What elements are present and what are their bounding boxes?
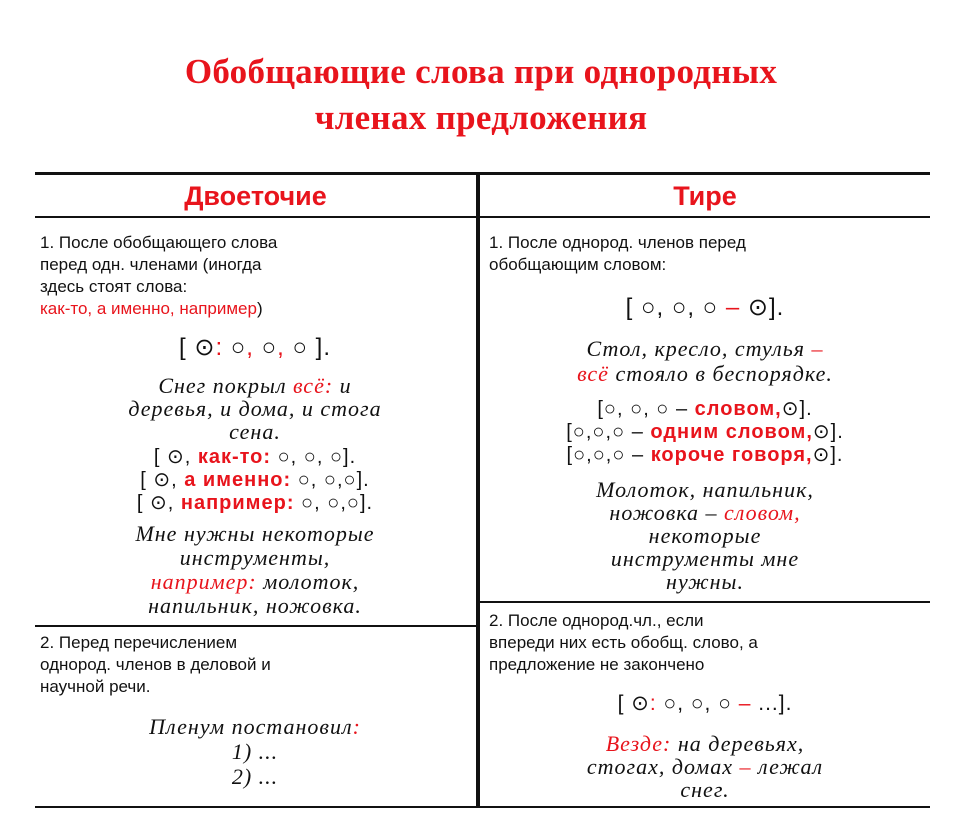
text-segment: ножовка – xyxy=(609,500,724,525)
text-line xyxy=(40,232,470,254)
text-line xyxy=(480,755,930,778)
text-segment: ○, ○, ○ xyxy=(656,692,739,715)
text-segment: [ ⊙, xyxy=(140,469,185,491)
text-segment: и xyxy=(333,373,352,398)
highlighted-text: одним словом, xyxy=(650,421,813,443)
highlighted-text: , xyxy=(277,334,285,361)
text-segment: однород. членов в деловой и xyxy=(40,655,271,674)
text-segment: ) xyxy=(256,299,263,318)
text-segment: 2. Перед перечислением xyxy=(40,633,238,652)
right-example-1 xyxy=(480,336,930,386)
text-segment: впереди них есть обобщ. слово, а xyxy=(489,633,758,652)
text-segment: инструменты мне xyxy=(610,546,800,571)
header-divider xyxy=(35,216,930,218)
text-line xyxy=(480,296,930,320)
highlighted-text: а именно: xyxy=(184,469,292,491)
text-line xyxy=(40,654,470,676)
table-top-border xyxy=(35,172,930,175)
text-line xyxy=(480,501,930,524)
highlighted-text: например: xyxy=(150,569,257,594)
text-line xyxy=(480,778,930,801)
text-line xyxy=(40,336,470,360)
text-segment: снег. xyxy=(680,777,730,802)
text-line xyxy=(40,469,470,492)
text-line xyxy=(480,478,930,501)
text-segment: ○ xyxy=(223,334,247,361)
text-segment: 2) ... xyxy=(231,764,279,789)
text-line xyxy=(480,444,930,467)
text-segment: здесь стоят слова: xyxy=(40,277,188,296)
text-line xyxy=(489,654,929,676)
highlighted-text: словом, xyxy=(694,398,782,420)
highlighted-text: , xyxy=(246,334,254,361)
text-segment: молоток, xyxy=(256,569,360,594)
text-segment: ○, ○,○]. xyxy=(291,469,370,491)
text-segment: ⊙]. xyxy=(812,444,844,466)
left-row-divider xyxy=(35,625,476,627)
text-segment: ○ ]. xyxy=(284,334,331,361)
text-line xyxy=(489,254,929,276)
text-line xyxy=(40,632,470,654)
text-segment: сена. xyxy=(229,419,281,444)
text-line xyxy=(35,420,475,443)
highlighted-text: : xyxy=(352,714,361,739)
text-line xyxy=(480,524,930,547)
text-segment: предложение не закончено xyxy=(489,655,705,674)
text-segment: [ ○, ○, ○ xyxy=(625,294,719,321)
text-segment: ○, ○, ○]. xyxy=(271,446,357,468)
text-line xyxy=(40,676,470,698)
page-title: Обобщающие слова при однородных xyxy=(184,52,778,91)
text-line xyxy=(35,739,475,764)
text-line xyxy=(35,546,475,570)
highlighted-text: : xyxy=(649,692,657,715)
highlighted-text: как-то: xyxy=(197,446,272,468)
text-line xyxy=(480,398,930,421)
left-scheme-2 xyxy=(40,446,470,515)
highlighted-text: – xyxy=(738,692,752,715)
text-line xyxy=(480,570,930,593)
text-line xyxy=(480,336,930,361)
text-segment: [ ⊙ xyxy=(179,334,216,361)
text-segment: нужны. xyxy=(666,569,744,594)
text-line xyxy=(489,232,929,254)
highlighted-text: – xyxy=(718,294,748,321)
text-segment: стояло в беспорядке. xyxy=(608,361,833,386)
text-segment: Снег покрыл xyxy=(158,373,294,398)
text-line xyxy=(40,254,470,276)
highlighted-text: всё xyxy=(577,361,609,386)
text-segment: [○, ○, ○ – xyxy=(597,398,695,420)
right-scheme-3 xyxy=(480,692,930,716)
right-row-divider xyxy=(480,601,930,603)
text-segment: ○ xyxy=(253,334,278,361)
text-segment: научной речи. xyxy=(40,677,151,696)
text-segment: обобщающим словом: xyxy=(489,255,667,274)
text-line xyxy=(489,632,929,654)
text-line xyxy=(35,374,475,397)
text-segment: 1) ... xyxy=(231,739,279,764)
text-segment: деревья, и дома, и стога xyxy=(128,396,382,421)
text-segment: 1. После однород. членов перед xyxy=(489,233,746,252)
text-segment: лежал xyxy=(751,754,824,779)
header-colon: Двоеточие xyxy=(184,181,327,211)
right-rule-1 xyxy=(489,232,929,276)
text-segment: ⊙]. xyxy=(781,398,813,420)
left-example-3 xyxy=(35,714,475,789)
text-line xyxy=(480,421,930,444)
text-segment: ...]. xyxy=(751,692,793,715)
text-segment: [ ⊙, xyxy=(153,446,198,468)
right-scheme-2 xyxy=(480,398,930,467)
highlighted-text: : xyxy=(215,334,224,361)
text-line xyxy=(40,298,470,320)
left-example-2 xyxy=(35,522,475,618)
text-line xyxy=(480,547,930,570)
text-segment: перед одн. членами (иногда xyxy=(40,255,262,274)
text-segment: [ ⊙ xyxy=(617,692,650,715)
text-line xyxy=(35,397,475,420)
text-segment: ○, ○,○]. xyxy=(294,492,374,514)
text-line xyxy=(40,276,470,298)
right-rule-2 xyxy=(489,610,929,676)
text-segment: Мне нужны некоторые xyxy=(135,521,375,546)
highlighted-text: – xyxy=(811,336,824,361)
highlighted-text: всё: xyxy=(293,373,334,398)
highlighted-text: короче говоря, xyxy=(650,444,813,466)
text-line xyxy=(40,446,470,469)
text-segment: [ ⊙, xyxy=(136,492,181,514)
text-line xyxy=(480,361,930,386)
text-line xyxy=(35,714,475,739)
text-segment: ⊙]. xyxy=(812,421,844,443)
highlighted-text: Везде: xyxy=(605,731,672,756)
text-segment: стогах, домах xyxy=(586,754,740,779)
highlighted-text: словом, xyxy=(723,500,801,525)
text-segment: инструменты, xyxy=(179,545,331,570)
right-scheme-1 xyxy=(480,296,930,320)
text-line xyxy=(35,570,475,594)
text-segment: 2. После однород.чл., если xyxy=(489,611,704,630)
text-segment: некоторые xyxy=(648,523,762,548)
text-line xyxy=(35,764,475,789)
left-example-1 xyxy=(35,374,475,443)
right-example-3 xyxy=(480,732,930,801)
highlighted-text: например: xyxy=(180,492,295,514)
text-line xyxy=(480,692,930,716)
highlighted-text: как-то, а именно, например xyxy=(40,299,257,318)
text-segment: [○,○,○ – xyxy=(566,444,651,466)
text-segment: Стол, кресло, стулья xyxy=(586,336,812,361)
text-segment: [○,○,○ – xyxy=(566,421,651,443)
text-segment: Пленум постановил xyxy=(149,714,353,739)
left-rule-2 xyxy=(40,632,470,698)
left-rule-1 xyxy=(40,232,470,320)
left-scheme-1 xyxy=(40,336,470,360)
header-dash: Тире xyxy=(673,181,737,211)
table-bottom-border xyxy=(35,806,930,808)
text-segment: ⊙]. xyxy=(747,294,785,321)
text-segment: 1. После обобщающего слова xyxy=(40,233,278,252)
text-segment: напильник, ножовка. xyxy=(148,593,362,618)
text-line xyxy=(489,610,929,632)
text-line xyxy=(35,594,475,618)
page-title-line2: членах предложения xyxy=(314,98,648,137)
highlighted-text: – xyxy=(739,754,752,779)
text-line xyxy=(480,732,930,755)
text-line xyxy=(40,492,470,515)
text-segment: на деревьях, xyxy=(671,731,805,756)
right-example-2 xyxy=(480,478,930,593)
text-segment: Молоток, напильник, xyxy=(596,477,814,502)
text-line xyxy=(35,522,475,546)
